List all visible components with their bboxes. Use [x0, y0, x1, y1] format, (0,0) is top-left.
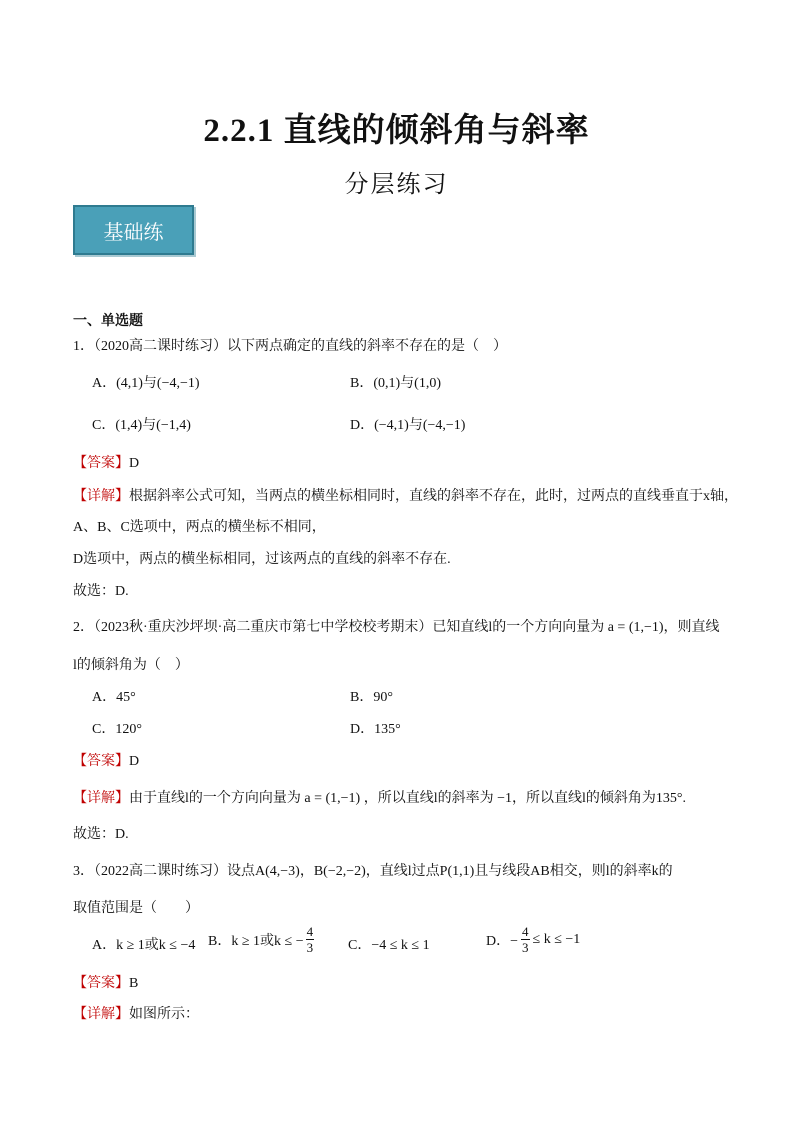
q3-option-d-prefix: D．− — [486, 933, 519, 949]
fraction-denominator: 3 — [522, 940, 529, 955]
q3-detail-line — [73, 1003, 199, 1023]
q3-stem-2: 取值范围是（ ） — [73, 901, 199, 916]
q1-detail-2: A、B、C选项中，两点的横坐标不相同， — [73, 520, 326, 535]
q1-detail-1: 根据斜率公式可知，当两点的横坐标相同时，直线的斜率不存在，此时，过两点的直线垂直于x轴， — [129, 489, 738, 504]
detail-tag: 【详解】 — [73, 791, 129, 806]
q1-answer-line — [73, 452, 139, 472]
answer-tag: 【答案】 — [73, 754, 129, 769]
q2-option-c: C．120° — [92, 722, 142, 737]
q3-detail: 如图所示： — [129, 1007, 199, 1022]
q1-option-d: D．(−4,1)与(−4,−1) — [350, 418, 466, 433]
q1-option-a: A．(4,1)与(−4,−1) — [92, 376, 200, 391]
q2-stem-1: 2．（2023秋·重庆沙坪坝·高二重庆市第七中学校校考期末）已知直线l的一个方向向量为 a = (1,−1)，则直线 — [73, 620, 720, 635]
page-title: 2.2.1 直线的倾斜角与斜率 — [203, 113, 590, 149]
q2-answer: D — [129, 754, 140, 769]
detail-tag: 【详解】 — [73, 489, 129, 504]
q2-option-b: B．90° — [350, 690, 393, 705]
q3-option-d-fraction — [521, 924, 530, 955]
q3-option-b-text: B．k ≥ 1或k ≤ − — [208, 933, 304, 949]
section-heading: 一、单选题 — [73, 314, 143, 329]
q3-option-d-suffix: ≤ k ≤ −1 — [532, 931, 581, 947]
q3-option-b — [208, 924, 314, 955]
q1-conclusion: 故选：D. — [73, 584, 129, 599]
fraction-denominator: 3 — [306, 940, 314, 955]
q1-option-c: C．(1,4)与(−1,4) — [92, 418, 191, 433]
answer-tag: 【答案】 — [73, 456, 129, 471]
q3-answer: B — [129, 976, 139, 991]
q2-option-d: D．135° — [350, 722, 401, 737]
q1-detail-3: D选项中，两点的横坐标相同，过该两点的直线的斜率不存在. — [73, 552, 451, 567]
fraction-numerator: 4 — [306, 924, 314, 939]
q3-option-d — [486, 924, 580, 955]
q3-option-a: A．k ≥ 1或k ≤ −4 — [92, 938, 196, 953]
q2-option-a: A．45° — [92, 690, 136, 705]
q1-answer: D — [129, 456, 140, 471]
q2-conclusion: 故选：D. — [73, 827, 129, 842]
q1-stem: 1．（2020高二课时练习）以下两点确定的直线的斜率不存在的是（ ） — [73, 339, 507, 354]
q1-option-b: B．(0,1)与(1,0) — [350, 376, 441, 391]
answer-tag: 【答案】 — [73, 976, 129, 991]
q2-answer-line — [73, 750, 139, 770]
page-subtitle: 分层练习 — [344, 172, 449, 198]
detail-tag: 【详解】 — [73, 1007, 129, 1022]
q2-stem-2: l的倾斜角为（ ） — [73, 658, 189, 673]
q3-stem-1: 3．（2022高二课时练习）设点A(4,−3)，B(−2,−2)，直线l过点P(1,1)且与线段AB相交，则l的斜率k的 — [73, 864, 673, 879]
q3-option-c: C．−4 ≤ k ≤ 1 — [348, 938, 430, 953]
level-badge: 基础练 — [73, 205, 194, 255]
fraction-numerator: 4 — [522, 924, 529, 939]
q2-detail-line — [73, 787, 686, 807]
q3-answer-line — [73, 972, 138, 992]
q2-detail: 由于直线l的一个方向向量为 a = (1,−1) ，所以直线l的斜率为 −1，所以直线l的倾斜角为135°. — [129, 791, 686, 806]
q1-detail-line — [73, 485, 738, 505]
q3-option-b-fraction — [306, 924, 315, 955]
